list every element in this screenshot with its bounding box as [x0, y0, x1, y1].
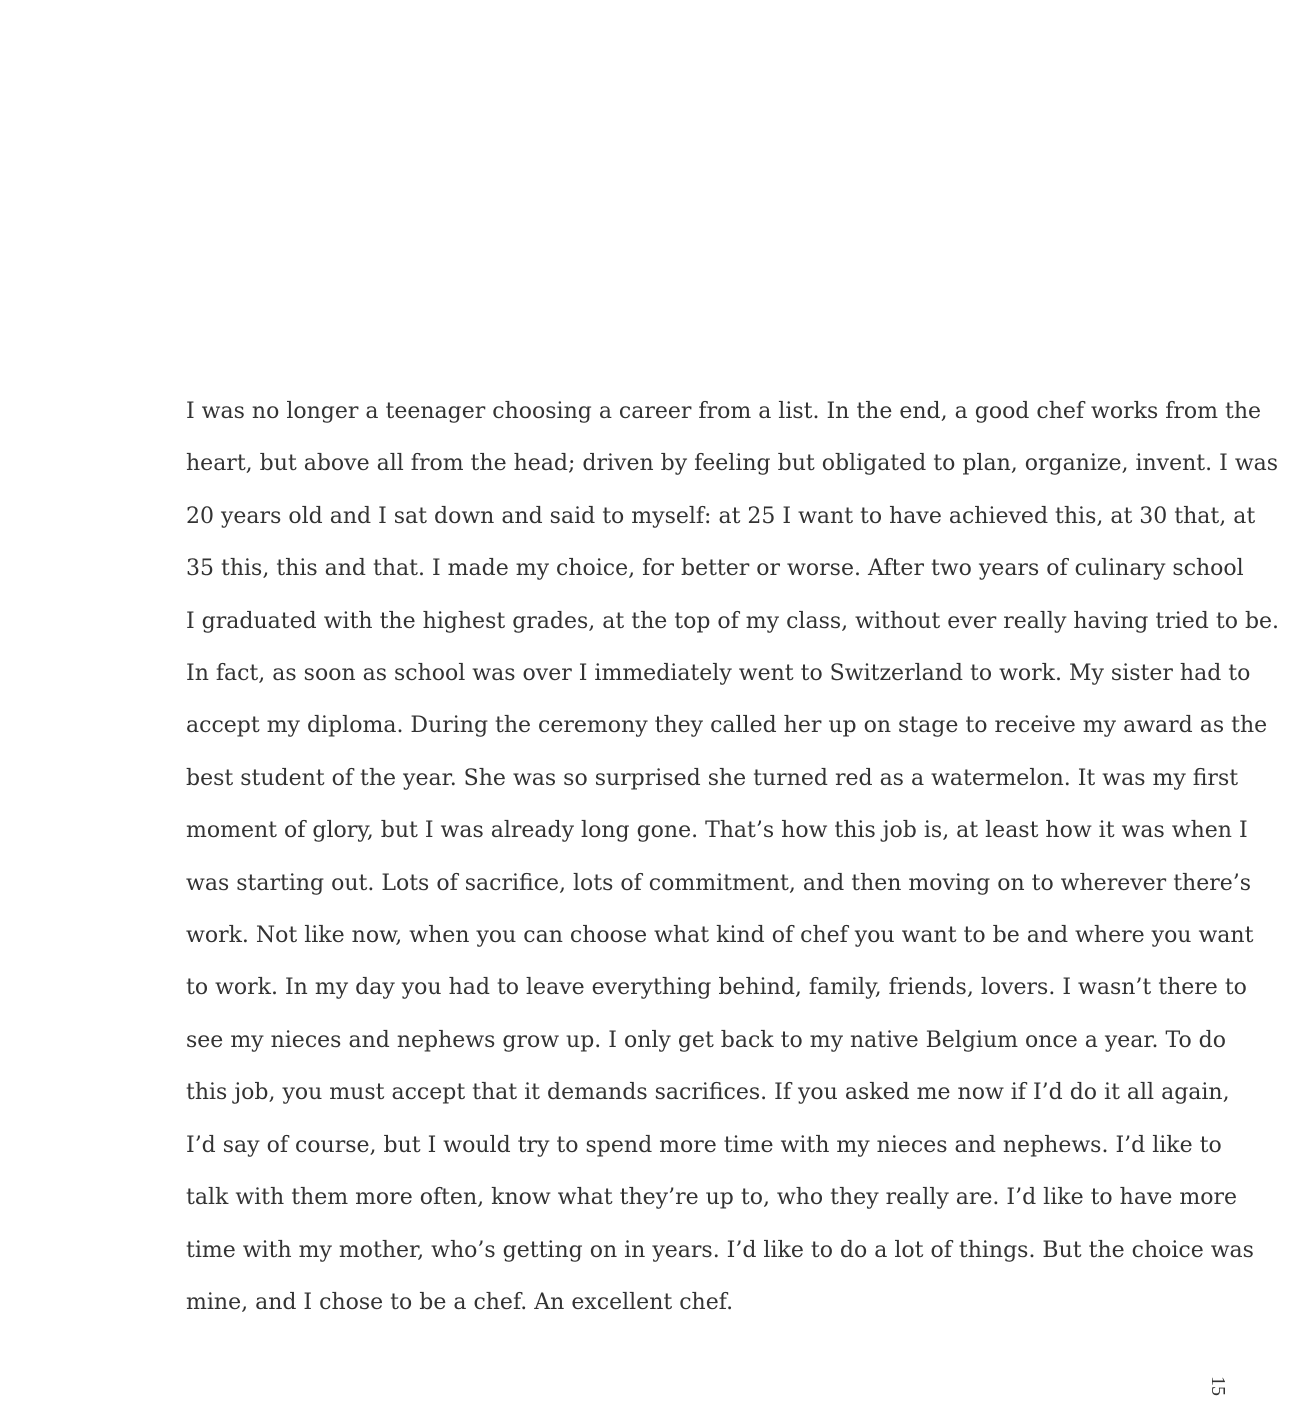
text-line: accept my diploma. During the ceremony they called her up on stage to receive my award as the [186, 713, 1268, 739]
text-line: work. Not like now, when you can choose what kind of chef you want to be and where you want [186, 923, 1254, 949]
page-number: 15 [1207, 1376, 1229, 1396]
body-paragraph [186, 386, 1280, 1329]
text-line: mine, and I chose to be a chef. An excellent chef. [186, 1289, 734, 1315]
text-line: talk with them more often, know what they’re up to, who they really are. I’d like to have more [186, 1185, 1238, 1211]
text-line: I’d say of course, but I would try to spend more time with my nieces and nephews. I’d like to [186, 1132, 1222, 1158]
text-line: best student of the year. She was so surprised she turned red as a watermelon. It was my first [186, 765, 1239, 791]
text-line: time with my mother, who’s getting on in years. I’d like to do a lot of things. But the choice was [186, 1237, 1254, 1263]
text-line: moment of glory, but I was already long gone. That’s how this job is, at least how it was when I [186, 818, 1248, 844]
text-line: heart, but above all from the head; driven by feeling but obligated to plan, organize, invent. I was [186, 451, 1279, 477]
text-line: see my nieces and nephews grow up. I only get back to my native Belgium once a year. To do [186, 1027, 1227, 1053]
text-line: I was no longer a teenager choosing a career from a list. In the end, a good chef works from the [186, 399, 1262, 424]
text-line: 35 this, this and that. I made my choice, for better or worse. After two years of culinary school [186, 556, 1244, 582]
text-line: In fact, as soon as school was over I immediately went to Switzerland to work. My sister had to [186, 661, 1251, 687]
text-line: to work. In my day you had to leave everything behind, family, friends, lovers. I wasn’t there to [186, 975, 1247, 1001]
text-line: 20 years old and I sat down and said to myself: at 25 I want to have achieved this, at 30 that, at [186, 503, 1256, 529]
text-line: this job, you must accept that it demands sacrifices. If you asked me now if I’d do it all again, [186, 1080, 1230, 1106]
text-line: I graduated with the highest grades, at the top of my class, without ever really having tried to be. [186, 608, 1280, 634]
text-line: was starting out. Lots of sacrifice, lots of commitment, and then moving on to wherever there’s [186, 870, 1252, 896]
